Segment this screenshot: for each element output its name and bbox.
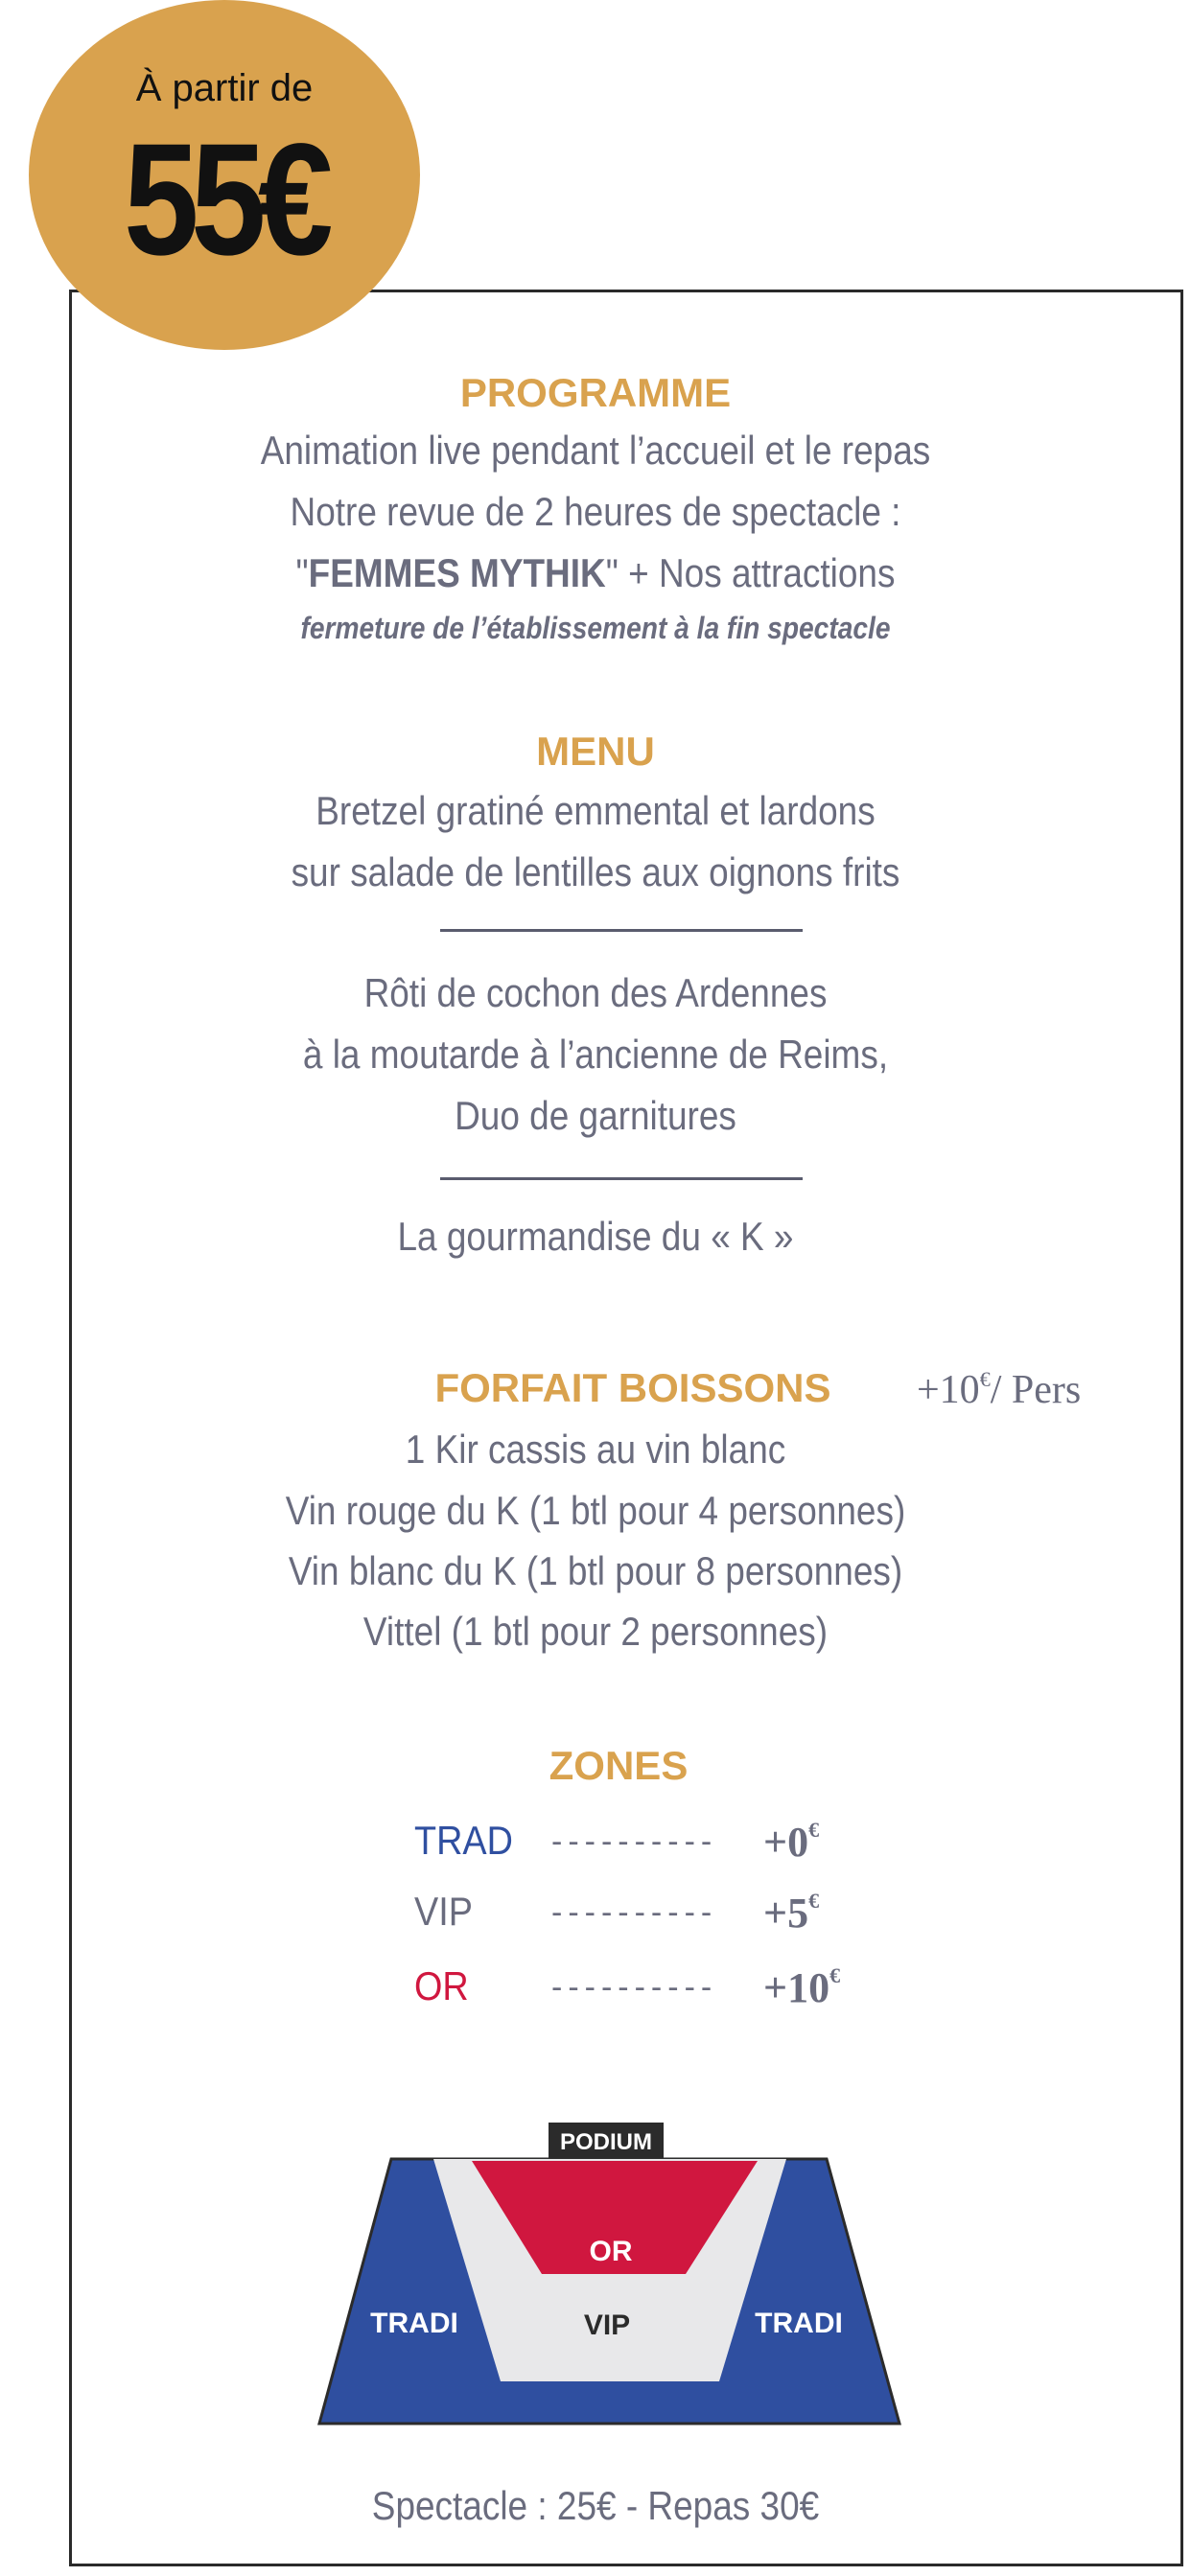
- zone-name: VIP: [414, 1889, 473, 1934]
- show-quote-open: ": [295, 550, 309, 595]
- plan-podium-label: PODIUM: [560, 2129, 652, 2155]
- plan-or-label: OR: [589, 2236, 633, 2267]
- zone-price: +5€: [763, 1889, 820, 1937]
- plan-trad-right-label: TRADI: [755, 2308, 843, 2339]
- price-badge-amount: 55€: [124, 111, 325, 289]
- menu-dessert: La gourmandise du « K »: [397, 1214, 794, 1259]
- menu-main-line-1: Rôti de cochon des Ardennes: [363, 970, 828, 1015]
- show-name: FEMMES MYTHIK: [308, 550, 606, 595]
- zone-leader: ----------: [551, 1969, 718, 2006]
- zone-price: +10€: [763, 1963, 841, 2011]
- drinks-item: Vin blanc du K (1 btl pour 8 personnes): [288, 1548, 903, 1593]
- zone-name: OR: [414, 1963, 469, 2008]
- programme-line-2: Notre revue de 2 heures de spectacle :: [290, 489, 901, 534]
- programme-title: PROGRAMME: [459, 370, 732, 415]
- plan-trad-left-label: TRADI: [370, 2308, 458, 2339]
- menu-main-line-2: à la moutarde à l’ancienne de Reims,: [302, 1032, 889, 1077]
- zone-price: +0€: [763, 1818, 820, 1866]
- zone-leader: ----------: [551, 1894, 718, 1931]
- drinks-price-currency: €: [979, 1367, 991, 1391]
- drinks-item: Vittel (1 btl pour 2 personnes): [362, 1609, 829, 1654]
- plan-vip-label: VIP: [583, 2309, 631, 2341]
- menu-starter-line-1: Bretzel gratiné emmental et lardons: [315, 788, 876, 833]
- zone-leader: ----------: [551, 1823, 718, 1860]
- drinks-item: 1 Kir cassis au vin blanc: [405, 1427, 786, 1472]
- programme-line-1: Animation live pendant l’accueil et le repas: [260, 428, 931, 473]
- zones-title: ZONES: [549, 1743, 689, 1788]
- show-attractions: " + Nos attractions: [605, 550, 896, 595]
- menu-starter-line-2: sur salade de lentilles aux oignons frits: [291, 849, 900, 894]
- drinks-price-amount: +10: [917, 1368, 980, 1412]
- price-badge-caption: À partir de: [135, 67, 314, 109]
- drinks-price-unit: / Pers: [990, 1368, 1082, 1412]
- menu-main-line-3: Duo de garnitures: [455, 1093, 736, 1138]
- drinks-item: Vin rouge du K (1 btl pour 4 personnes): [285, 1488, 906, 1533]
- menu-title: MENU: [536, 729, 655, 774]
- drinks-title: FORFAIT BOISSONS: [434, 1365, 831, 1410]
- footer-pricing: Spectacle : 25€ - Repas 30€: [371, 2483, 820, 2528]
- programme-note: fermeture de l’établissement à la fin spectacle: [300, 611, 891, 645]
- zone-name: TRAD: [414, 1818, 513, 1863]
